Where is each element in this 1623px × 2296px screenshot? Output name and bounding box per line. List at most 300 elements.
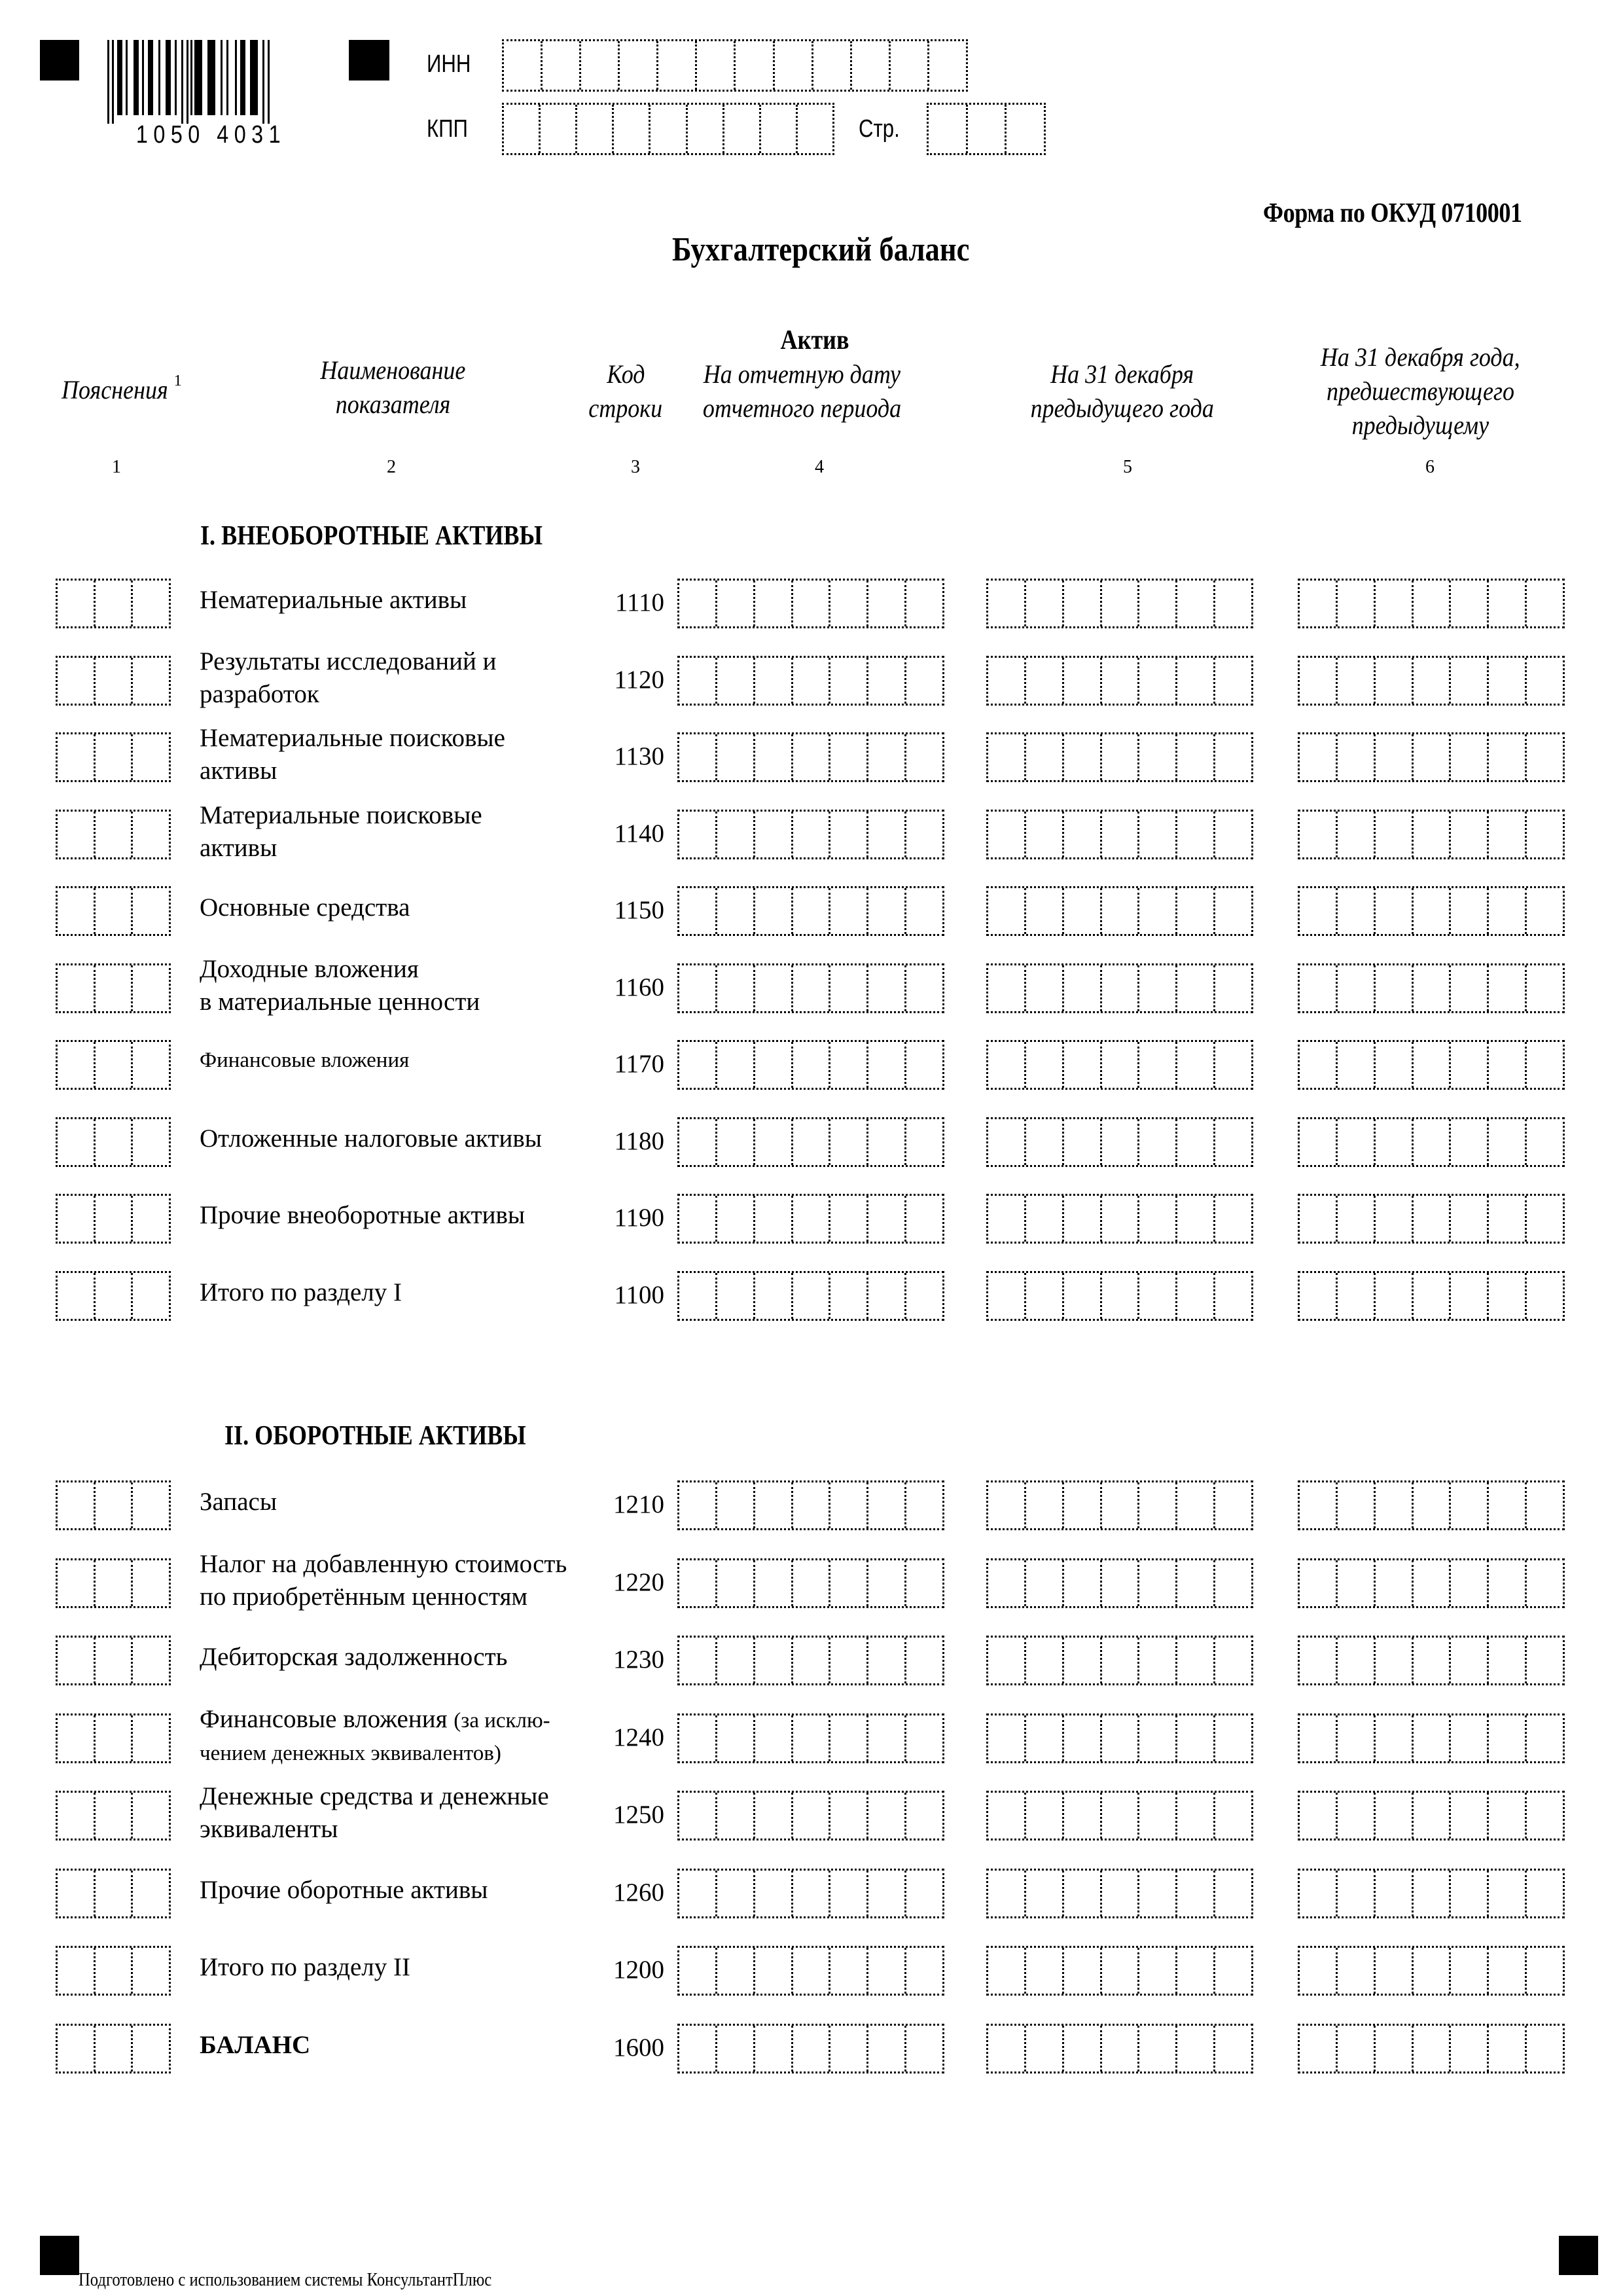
digit-cell[interactable] xyxy=(1007,105,1044,153)
digit-cell[interactable] xyxy=(868,888,906,934)
value-reporting-date-field[interactable] xyxy=(677,1869,944,1918)
digit-cell[interactable] xyxy=(1376,658,1414,704)
digit-cell[interactable] xyxy=(679,2026,717,2072)
digit-cell[interactable] xyxy=(988,581,1026,626)
digit-cell[interactable] xyxy=(1026,658,1064,704)
digit-cell[interactable] xyxy=(1102,965,1140,1011)
value-year-before-prev-field[interactable] xyxy=(1298,1869,1565,1918)
digit-cell[interactable] xyxy=(133,1871,169,1916)
digit-cell[interactable] xyxy=(58,581,96,626)
digit-cell[interactable] xyxy=(1102,1273,1140,1319)
digit-cell[interactable] xyxy=(793,1560,831,1606)
digit-cell[interactable] xyxy=(1527,1871,1563,1916)
digit-cell[interactable] xyxy=(830,1948,868,1994)
digit-cell[interactable] xyxy=(717,1871,755,1916)
digit-cell[interactable] xyxy=(1102,888,1140,934)
digit-cell[interactable] xyxy=(1376,581,1414,626)
digit-cell[interactable] xyxy=(1139,658,1177,704)
digit-cell[interactable] xyxy=(868,1638,906,1683)
digit-cell[interactable] xyxy=(1451,734,1489,780)
digit-cell[interactable] xyxy=(1102,1482,1140,1528)
digit-cell[interactable] xyxy=(1300,1948,1338,1994)
digit-cell[interactable] xyxy=(1451,1273,1489,1319)
digit-cell[interactable] xyxy=(1338,2026,1376,2072)
digit-cell[interactable] xyxy=(830,581,868,626)
digit-cell[interactable] xyxy=(1300,1715,1338,1761)
digit-cell[interactable] xyxy=(96,1119,134,1165)
digit-cell[interactable] xyxy=(679,1119,717,1165)
digit-cell[interactable] xyxy=(96,1560,134,1606)
digit-cell[interactable] xyxy=(1177,888,1215,934)
digit-cell[interactable] xyxy=(793,1119,831,1165)
digit-cell[interactable] xyxy=(717,1715,755,1761)
digit-cell[interactable] xyxy=(988,1482,1026,1528)
digit-cell[interactable] xyxy=(793,1715,831,1761)
digit-cell[interactable] xyxy=(1102,1871,1140,1916)
digit-cell[interactable] xyxy=(793,2026,831,2072)
digit-cell[interactable] xyxy=(651,105,687,153)
value-prev-year-field[interactable] xyxy=(986,579,1253,628)
digit-cell[interactable] xyxy=(58,1273,96,1319)
digit-cell[interactable] xyxy=(1376,888,1414,934)
digit-cell[interactable] xyxy=(1026,1638,1064,1683)
digit-cell[interactable] xyxy=(96,888,134,934)
digit-cell[interactable] xyxy=(1102,581,1140,626)
digit-cell[interactable] xyxy=(697,41,736,90)
digit-cell[interactable] xyxy=(1338,581,1376,626)
digit-cell[interactable] xyxy=(793,1196,831,1242)
value-prev-year-field[interactable] xyxy=(986,656,1253,706)
digit-cell[interactable] xyxy=(1215,965,1251,1011)
notes-field[interactable] xyxy=(56,963,171,1013)
digit-cell[interactable] xyxy=(58,1119,96,1165)
digit-cell[interactable] xyxy=(133,1273,169,1319)
digit-cell[interactable] xyxy=(868,1948,906,1994)
digit-cell[interactable] xyxy=(1064,1042,1102,1088)
digit-cell[interactable] xyxy=(1026,1715,1064,1761)
digit-cell[interactable] xyxy=(1414,1871,1452,1916)
digit-cell[interactable] xyxy=(1451,1871,1489,1916)
digit-cell[interactable] xyxy=(133,658,169,704)
value-reporting-date-field[interactable] xyxy=(677,1946,944,1996)
value-reporting-date-field[interactable] xyxy=(677,1713,944,1763)
digit-cell[interactable] xyxy=(755,1196,793,1242)
digit-cell[interactable] xyxy=(717,658,755,704)
digit-cell[interactable] xyxy=(830,1793,868,1839)
digit-cell[interactable] xyxy=(1177,2026,1215,2072)
digit-cell[interactable] xyxy=(1177,812,1215,857)
digit-cell[interactable] xyxy=(1300,2026,1338,2072)
digit-cell[interactable] xyxy=(679,1871,717,1916)
digit-cell[interactable] xyxy=(1527,1560,1563,1606)
digit-cell[interactable] xyxy=(1338,1482,1376,1528)
digit-cell[interactable] xyxy=(1139,2026,1177,2072)
notes-field[interactable] xyxy=(56,1040,171,1090)
digit-cell[interactable] xyxy=(830,1042,868,1088)
digit-cell[interactable] xyxy=(133,1196,169,1242)
value-year-before-prev-field[interactable] xyxy=(1298,1558,1565,1608)
digit-cell[interactable] xyxy=(96,734,134,780)
notes-field[interactable] xyxy=(56,579,171,628)
digit-cell[interactable] xyxy=(988,1715,1026,1761)
digit-cell[interactable] xyxy=(679,888,717,934)
digit-cell[interactable] xyxy=(1414,1560,1452,1606)
digit-cell[interactable] xyxy=(1139,734,1177,780)
notes-field[interactable] xyxy=(56,1946,171,1996)
value-reporting-date-field[interactable] xyxy=(677,579,944,628)
digit-cell[interactable] xyxy=(906,1793,942,1839)
digit-cell[interactable] xyxy=(1489,1196,1527,1242)
digit-cell[interactable] xyxy=(1451,888,1489,934)
digit-cell[interactable] xyxy=(96,1715,134,1761)
digit-cell[interactable] xyxy=(1026,1871,1064,1916)
notes-field[interactable] xyxy=(56,1558,171,1608)
digit-cell[interactable] xyxy=(1026,1196,1064,1242)
digit-cell[interactable] xyxy=(1451,1948,1489,1994)
digit-cell[interactable] xyxy=(1376,1871,1414,1916)
digit-cell[interactable] xyxy=(868,2026,906,2072)
digit-cell[interactable] xyxy=(1489,1119,1527,1165)
digit-cell[interactable] xyxy=(988,1273,1026,1319)
digit-cell[interactable] xyxy=(96,965,134,1011)
digit-cell[interactable] xyxy=(133,965,169,1011)
digit-cell[interactable] xyxy=(1102,1119,1140,1165)
digit-cell[interactable] xyxy=(929,41,966,90)
digit-cell[interactable] xyxy=(96,1042,134,1088)
digit-cell[interactable] xyxy=(1139,1560,1177,1606)
digit-cell[interactable] xyxy=(577,105,614,153)
digit-cell[interactable] xyxy=(679,965,717,1011)
digit-cell[interactable] xyxy=(1215,658,1251,704)
value-year-before-prev-field[interactable] xyxy=(1298,1791,1565,1840)
digit-cell[interactable] xyxy=(1489,581,1527,626)
digit-cell[interactable] xyxy=(1489,1793,1527,1839)
digit-cell[interactable] xyxy=(906,1273,942,1319)
digit-cell[interactable] xyxy=(1139,1482,1177,1528)
kpp-field[interactable] xyxy=(502,103,834,155)
digit-cell[interactable] xyxy=(1215,2026,1251,2072)
digit-cell[interactable] xyxy=(755,965,793,1011)
digit-cell[interactable] xyxy=(1489,1715,1527,1761)
digit-cell[interactable] xyxy=(906,1871,942,1916)
value-prev-year-field[interactable] xyxy=(986,1869,1253,1918)
value-prev-year-field[interactable] xyxy=(986,1558,1253,1608)
digit-cell[interactable] xyxy=(1527,658,1563,704)
digit-cell[interactable] xyxy=(1376,1793,1414,1839)
value-reporting-date-field[interactable] xyxy=(677,656,944,706)
digit-cell[interactable] xyxy=(717,965,755,1011)
digit-cell[interactable] xyxy=(793,965,831,1011)
digit-cell[interactable] xyxy=(133,812,169,857)
digit-cell[interactable] xyxy=(868,965,906,1011)
digit-cell[interactable] xyxy=(1300,581,1338,626)
value-year-before-prev-field[interactable] xyxy=(1298,1194,1565,1244)
digit-cell[interactable] xyxy=(1300,812,1338,857)
digit-cell[interactable] xyxy=(761,105,798,153)
digit-cell[interactable] xyxy=(755,1793,793,1839)
digit-cell[interactable] xyxy=(830,888,868,934)
digit-cell[interactable] xyxy=(868,1273,906,1319)
digit-cell[interactable] xyxy=(504,41,543,90)
digit-cell[interactable] xyxy=(1064,2026,1102,2072)
digit-cell[interactable] xyxy=(133,1042,169,1088)
digit-cell[interactable] xyxy=(717,1793,755,1839)
digit-cell[interactable] xyxy=(1102,1560,1140,1606)
digit-cell[interactable] xyxy=(830,1638,868,1683)
digit-cell[interactable] xyxy=(1139,1273,1177,1319)
digit-cell[interactable] xyxy=(133,1793,169,1839)
notes-field[interactable] xyxy=(56,1271,171,1321)
digit-cell[interactable] xyxy=(1489,1871,1527,1916)
digit-cell[interactable] xyxy=(775,41,813,90)
digit-cell[interactable] xyxy=(906,888,942,934)
digit-cell[interactable] xyxy=(133,2026,169,2072)
digit-cell[interactable] xyxy=(830,812,868,857)
value-reporting-date-field[interactable] xyxy=(677,1271,944,1321)
digit-cell[interactable] xyxy=(793,1482,831,1528)
value-prev-year-field[interactable] xyxy=(986,1117,1253,1167)
digit-cell[interactable] xyxy=(793,1793,831,1839)
digit-cell[interactable] xyxy=(830,2026,868,2072)
digit-cell[interactable] xyxy=(96,1482,134,1528)
digit-cell[interactable] xyxy=(868,1482,906,1528)
value-reporting-date-field[interactable] xyxy=(677,1636,944,1685)
digit-cell[interactable] xyxy=(813,41,852,90)
digit-cell[interactable] xyxy=(1376,1638,1414,1683)
value-reporting-date-field[interactable] xyxy=(677,1791,944,1840)
digit-cell[interactable] xyxy=(1527,1793,1563,1839)
digit-cell[interactable] xyxy=(717,734,755,780)
digit-cell[interactable] xyxy=(868,1119,906,1165)
digit-cell[interactable] xyxy=(1338,1715,1376,1761)
value-prev-year-field[interactable] xyxy=(986,1040,1253,1090)
digit-cell[interactable] xyxy=(1177,1042,1215,1088)
digit-cell[interactable] xyxy=(58,2026,96,2072)
digit-cell[interactable] xyxy=(793,581,831,626)
digit-cell[interactable] xyxy=(830,1273,868,1319)
digit-cell[interactable] xyxy=(58,1196,96,1242)
digit-cell[interactable] xyxy=(1338,1793,1376,1839)
digit-cell[interactable] xyxy=(1300,1482,1338,1528)
digit-cell[interactable] xyxy=(988,1871,1026,1916)
digit-cell[interactable] xyxy=(1527,965,1563,1011)
digit-cell[interactable] xyxy=(1338,1119,1376,1165)
value-prev-year-field[interactable] xyxy=(986,1271,1253,1321)
digit-cell[interactable] xyxy=(1338,965,1376,1011)
digit-cell[interactable] xyxy=(1139,1042,1177,1088)
digit-cell[interactable] xyxy=(988,1042,1026,1088)
digit-cell[interactable] xyxy=(96,658,134,704)
digit-cell[interactable] xyxy=(679,581,717,626)
digit-cell[interactable] xyxy=(830,658,868,704)
digit-cell[interactable] xyxy=(988,1196,1026,1242)
digit-cell[interactable] xyxy=(793,734,831,780)
value-reporting-date-field[interactable] xyxy=(677,963,944,1013)
digit-cell[interactable] xyxy=(988,1119,1026,1165)
digit-cell[interactable] xyxy=(717,1638,755,1683)
digit-cell[interactable] xyxy=(793,1042,831,1088)
digit-cell[interactable] xyxy=(830,1871,868,1916)
digit-cell[interactable] xyxy=(1215,888,1251,934)
digit-cell[interactable] xyxy=(1177,1715,1215,1761)
digit-cell[interactable] xyxy=(868,1715,906,1761)
value-year-before-prev-field[interactable] xyxy=(1298,1040,1565,1090)
digit-cell[interactable] xyxy=(1376,1273,1414,1319)
digit-cell[interactable] xyxy=(830,1482,868,1528)
digit-cell[interactable] xyxy=(1064,1119,1102,1165)
digit-cell[interactable] xyxy=(1300,734,1338,780)
digit-cell[interactable] xyxy=(679,1715,717,1761)
digit-cell[interactable] xyxy=(1451,1119,1489,1165)
digit-cell[interactable] xyxy=(868,812,906,857)
digit-cell[interactable] xyxy=(1414,1196,1452,1242)
page-number-field[interactable] xyxy=(927,103,1046,155)
digit-cell[interactable] xyxy=(133,1715,169,1761)
digit-cell[interactable] xyxy=(1139,1715,1177,1761)
digit-cell[interactable] xyxy=(1177,1560,1215,1606)
digit-cell[interactable] xyxy=(988,1560,1026,1606)
digit-cell[interactable] xyxy=(96,581,134,626)
value-prev-year-field[interactable] xyxy=(986,732,1253,782)
digit-cell[interactable] xyxy=(1139,1119,1177,1165)
digit-cell[interactable] xyxy=(1338,1638,1376,1683)
value-reporting-date-field[interactable] xyxy=(677,886,944,936)
value-prev-year-field[interactable] xyxy=(986,1713,1253,1763)
digit-cell[interactable] xyxy=(58,1793,96,1839)
notes-field[interactable] xyxy=(56,656,171,706)
digit-cell[interactable] xyxy=(96,1638,134,1683)
digit-cell[interactable] xyxy=(1139,888,1177,934)
digit-cell[interactable] xyxy=(1177,1119,1215,1165)
digit-cell[interactable] xyxy=(988,812,1026,857)
digit-cell[interactable] xyxy=(868,1871,906,1916)
digit-cell[interactable] xyxy=(1338,1273,1376,1319)
digit-cell[interactable] xyxy=(1338,888,1376,934)
digit-cell[interactable] xyxy=(1215,1196,1251,1242)
value-reporting-date-field[interactable] xyxy=(677,1480,944,1530)
digit-cell[interactable] xyxy=(906,1042,942,1088)
digit-cell[interactable] xyxy=(755,1273,793,1319)
digit-cell[interactable] xyxy=(1489,1273,1527,1319)
digit-cell[interactable] xyxy=(1064,1871,1102,1916)
digit-cell[interactable] xyxy=(679,1482,717,1528)
digit-cell[interactable] xyxy=(1376,1196,1414,1242)
digit-cell[interactable] xyxy=(581,41,620,90)
digit-cell[interactable] xyxy=(717,812,755,857)
value-year-before-prev-field[interactable] xyxy=(1298,1636,1565,1685)
digit-cell[interactable] xyxy=(679,734,717,780)
value-year-before-prev-field[interactable] xyxy=(1298,2024,1565,2073)
digit-cell[interactable] xyxy=(1489,1042,1527,1088)
digit-cell[interactable] xyxy=(1338,1196,1376,1242)
notes-field[interactable] xyxy=(56,1194,171,1244)
digit-cell[interactable] xyxy=(906,581,942,626)
digit-cell[interactable] xyxy=(58,1482,96,1528)
digit-cell[interactable] xyxy=(1489,1638,1527,1683)
digit-cell[interactable] xyxy=(793,1638,831,1683)
digit-cell[interactable] xyxy=(868,1042,906,1088)
digit-cell[interactable] xyxy=(1026,1119,1064,1165)
digit-cell[interactable] xyxy=(1064,812,1102,857)
value-prev-year-field[interactable] xyxy=(986,1946,1253,1996)
digit-cell[interactable] xyxy=(1064,734,1102,780)
digit-cell[interactable] xyxy=(755,1482,793,1528)
digit-cell[interactable] xyxy=(1527,1948,1563,1994)
digit-cell[interactable] xyxy=(1026,1560,1064,1606)
notes-field[interactable] xyxy=(56,2024,171,2073)
digit-cell[interactable] xyxy=(1414,888,1452,934)
digit-cell[interactable] xyxy=(1376,812,1414,857)
digit-cell[interactable] xyxy=(679,1638,717,1683)
digit-cell[interactable] xyxy=(1489,2026,1527,2072)
digit-cell[interactable] xyxy=(1102,658,1140,704)
digit-cell[interactable] xyxy=(1451,1638,1489,1683)
digit-cell[interactable] xyxy=(906,965,942,1011)
notes-field[interactable] xyxy=(56,1636,171,1685)
digit-cell[interactable] xyxy=(1139,812,1177,857)
digit-cell[interactable] xyxy=(1215,1871,1251,1916)
digit-cell[interactable] xyxy=(852,41,891,90)
digit-cell[interactable] xyxy=(1376,1715,1414,1761)
digit-cell[interactable] xyxy=(133,1482,169,1528)
digit-cell[interactable] xyxy=(717,1948,755,1994)
digit-cell[interactable] xyxy=(755,581,793,626)
digit-cell[interactable] xyxy=(755,1715,793,1761)
digit-cell[interactable] xyxy=(717,1273,755,1319)
digit-cell[interactable] xyxy=(906,1638,942,1683)
digit-cell[interactable] xyxy=(988,734,1026,780)
digit-cell[interactable] xyxy=(1026,888,1064,934)
digit-cell[interactable] xyxy=(1451,658,1489,704)
digit-cell[interactable] xyxy=(1139,581,1177,626)
digit-cell[interactable] xyxy=(830,1196,868,1242)
digit-cell[interactable] xyxy=(1414,1273,1452,1319)
digit-cell[interactable] xyxy=(1177,1196,1215,1242)
value-reporting-date-field[interactable] xyxy=(677,810,944,859)
digit-cell[interactable] xyxy=(1451,1042,1489,1088)
notes-field[interactable] xyxy=(56,1869,171,1918)
digit-cell[interactable] xyxy=(724,105,761,153)
digit-cell[interactable] xyxy=(504,105,541,153)
digit-cell[interactable] xyxy=(868,734,906,780)
digit-cell[interactable] xyxy=(58,1948,96,1994)
digit-cell[interactable] xyxy=(1527,1196,1563,1242)
digit-cell[interactable] xyxy=(1527,812,1563,857)
value-reporting-date-field[interactable] xyxy=(677,1194,944,1244)
digit-cell[interactable] xyxy=(1489,658,1527,704)
notes-field[interactable] xyxy=(56,1480,171,1530)
notes-field[interactable] xyxy=(56,732,171,782)
digit-cell[interactable] xyxy=(1300,1119,1338,1165)
digit-cell[interactable] xyxy=(1489,888,1527,934)
digit-cell[interactable] xyxy=(1338,1042,1376,1088)
digit-cell[interactable] xyxy=(1139,1871,1177,1916)
notes-field[interactable] xyxy=(56,1791,171,1840)
digit-cell[interactable] xyxy=(968,105,1007,153)
digit-cell[interactable] xyxy=(1338,658,1376,704)
digit-cell[interactable] xyxy=(1300,1638,1338,1683)
digit-cell[interactable] xyxy=(1026,1042,1064,1088)
digit-cell[interactable] xyxy=(133,1560,169,1606)
digit-cell[interactable] xyxy=(679,1196,717,1242)
digit-cell[interactable] xyxy=(1489,1948,1527,1994)
notes-field[interactable] xyxy=(56,1117,171,1167)
value-year-before-prev-field[interactable] xyxy=(1298,963,1565,1013)
digit-cell[interactable] xyxy=(1064,1638,1102,1683)
digit-cell[interactable] xyxy=(96,812,134,857)
value-year-before-prev-field[interactable] xyxy=(1298,579,1565,628)
digit-cell[interactable] xyxy=(793,812,831,857)
